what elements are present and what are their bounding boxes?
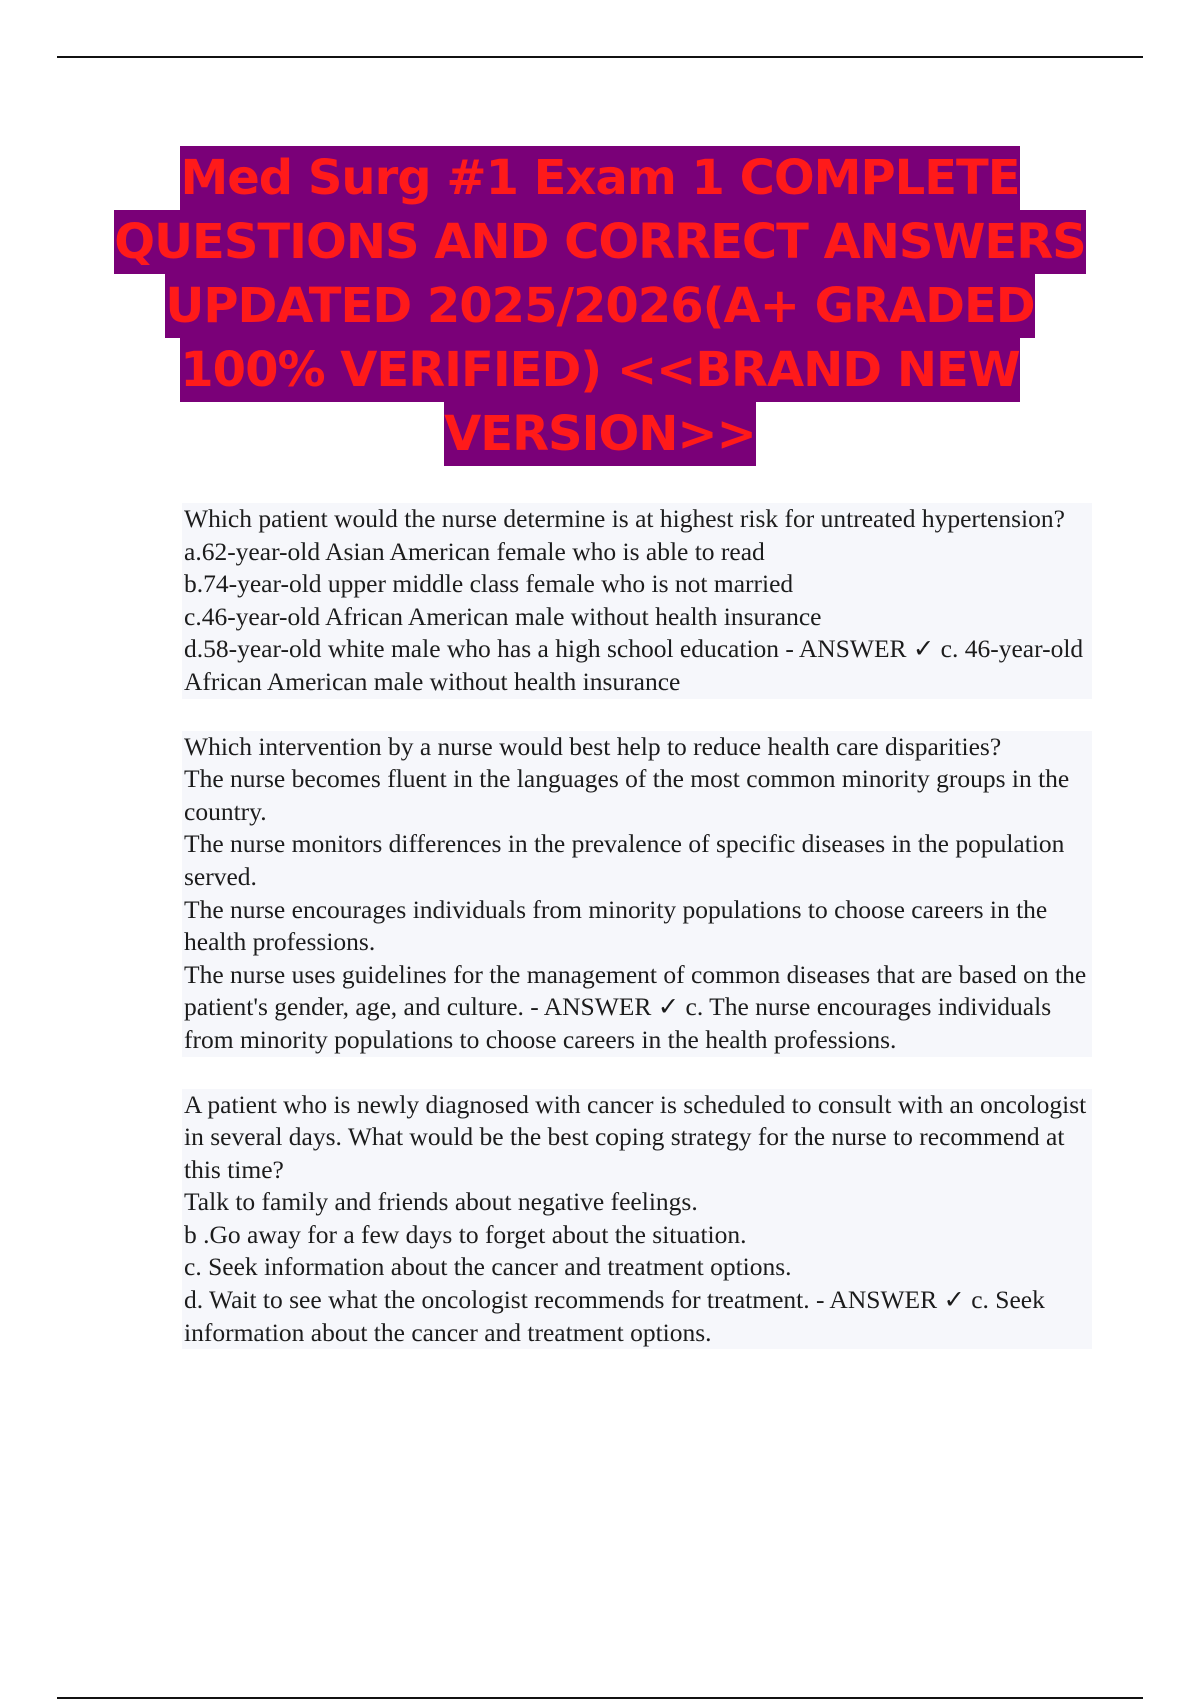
bottom-rule — [57, 1697, 1143, 1699]
question-stem: Which intervention by a nurse would best help to reduce health care disparities? — [184, 731, 1002, 761]
question-list — [182, 503, 1092, 1349]
top-rule — [57, 56, 1143, 58]
question-block — [182, 731, 1092, 1057]
title-line: VERSION>> — [444, 402, 756, 466]
question-stem: Which patient would the nurse determine is at highest risk for untreated hypertension? — [184, 504, 1065, 533]
answer-option: c.46-year-old African American male without health insurance — [184, 601, 822, 631]
answer-option: The nurse encourages individuals from minority populations to choose careers in the health professions. — [184, 894, 1048, 957]
answer-option: c. Seek information about the cancer and treatment options. — [184, 1252, 792, 1282]
document-title — [100, 146, 1100, 466]
answer-option: b.74-year-old upper middle class female who is not married — [184, 569, 794, 599]
title-line: UPDATED 2025/2026(A+ GRADED — [165, 274, 1034, 338]
answer-option: The nurse becomes fluent in the languages of the most common minority groups in the country. — [184, 764, 1070, 826]
answer-option: b .Go away for a few days to forget about the situation. — [184, 1219, 747, 1249]
answer-option: Talk to family and friends about negative feelings. — [184, 1187, 698, 1217]
answer-option-with-key: The nurse uses guidelines for the management of common diseases that are based on the patient's gender, age, and culture. - ANSWER ✓ c. The nurse encourages individuals from minority populations to choose careers in the health professions. — [184, 959, 1087, 1054]
title-line: Med Surg #1 Exam 1 COMPLETE — [180, 146, 1019, 210]
answer-option-with-key: d.58-year-old white male who has a high school education - ANSWER ✓ c. 46-year-old African American male without health insurance — [184, 634, 1084, 696]
answer-option-with-key: d. Wait to see what the oncologist recommends for treatment. - ANSWER ✓ c. Seek information about the cancer and treatment options. — [184, 1285, 1045, 1347]
question-stem: A patient who is newly diagnosed with cancer is scheduled to consult with an oncologist in several days. What would be the best coping strategy for the nurse to recommend at this time? — [184, 1089, 1087, 1184]
answer-option: a.62-year-old Asian American female who is able to read — [184, 536, 765, 566]
question-block — [182, 503, 1092, 699]
answer-option: The nurse monitors differences in the prevalence of specific diseases in the population served. — [184, 829, 1065, 891]
title-line: 100% VERIFIED) <<BRAND NEW — [180, 338, 1019, 402]
title-line: QUESTIONS AND CORRECT ANSWERS — [114, 210, 1085, 274]
question-block — [182, 1089, 1092, 1350]
